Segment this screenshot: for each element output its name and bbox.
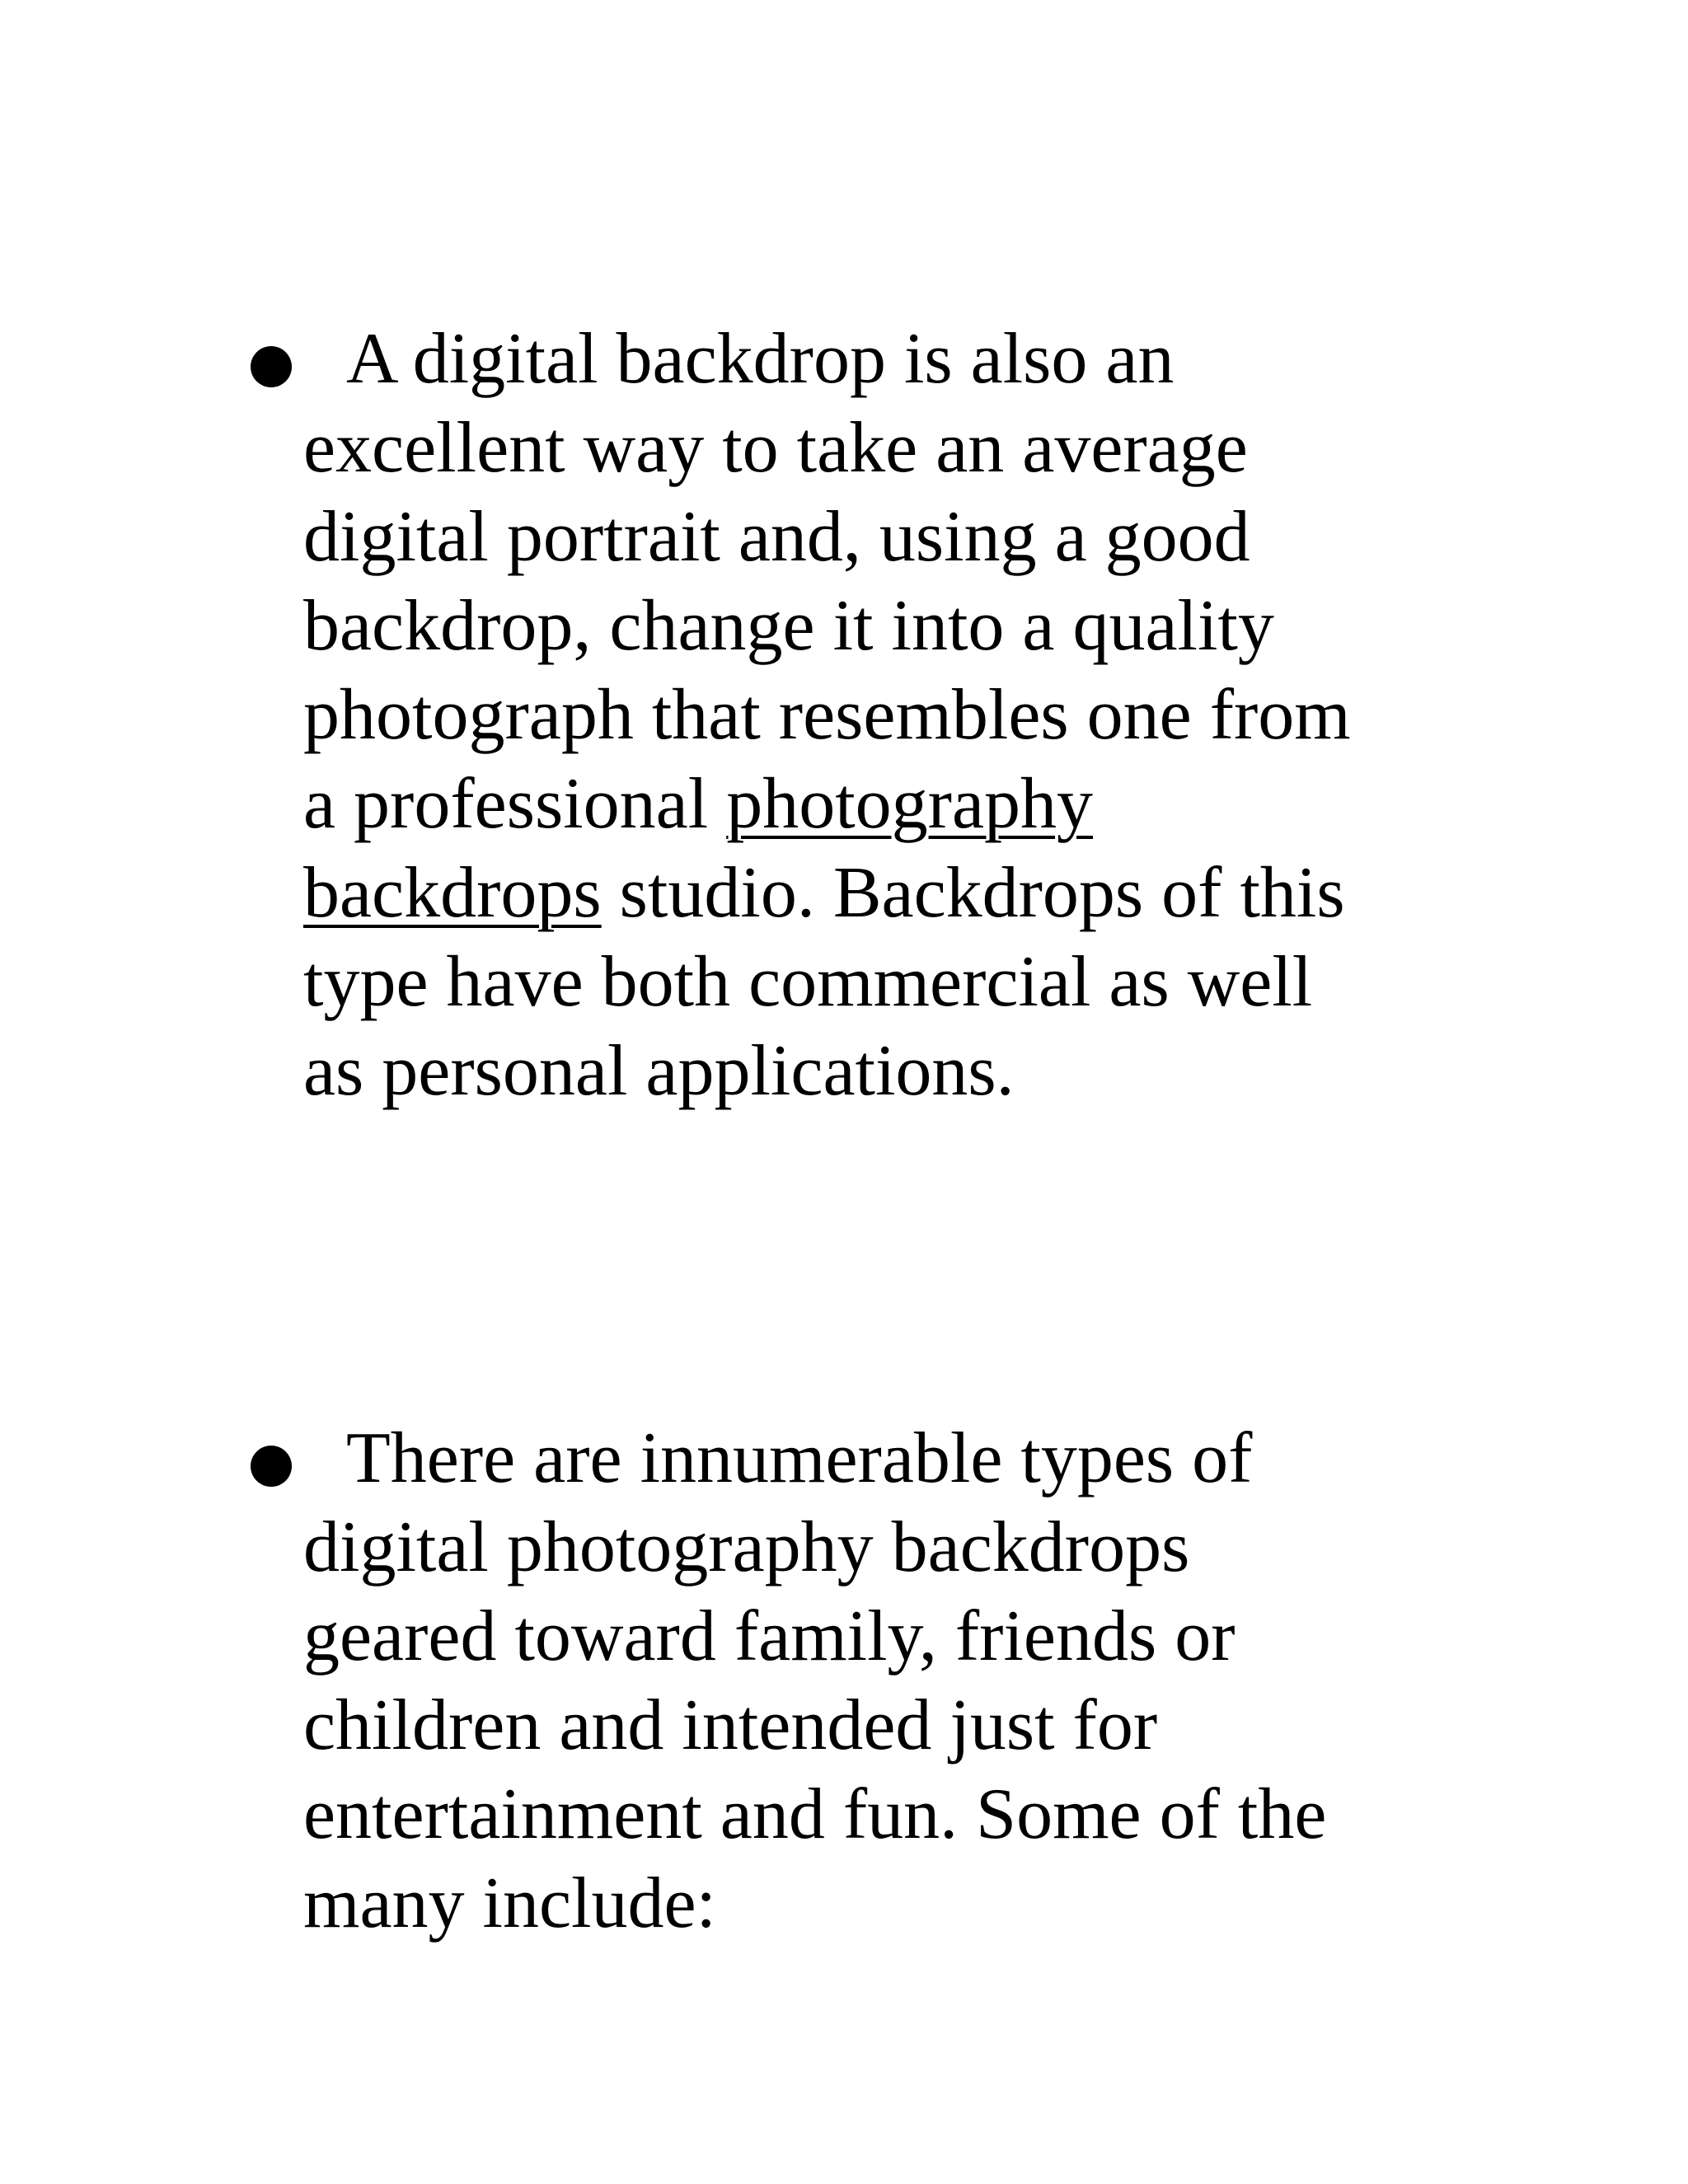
text-segment: studio. Backdrops of this [601,853,1345,933]
text-line: digital portrait and, using a good [303,497,1250,577]
text-segment: a professional [303,764,727,844]
text-line: photograph that resembles one from [303,675,1351,755]
text-line: as personal applications. [303,1031,1015,1111]
bullet-dot-icon [251,346,292,387]
text-line: backdrop, change it into a quality [303,586,1274,666]
photography-backdrops-link[interactable]: backdrops [303,853,602,933]
bullet-item-1 [303,315,1441,1116]
text-line [303,760,1441,849]
text-line: There are innumerable types of [346,1418,1253,1498]
text-line: many include: [303,1863,716,1943]
text-line: type have both commercial as well [303,942,1313,1022]
text-line: geared toward family, friends or [303,1596,1236,1676]
bullet-item-2 [303,1414,1441,1948]
bullet-dot-icon [251,1446,292,1487]
photography-backdrops-link[interactable]: photography [726,764,1093,844]
text-line: digital photography backdrops [303,1507,1190,1587]
text-line: A digital backdrop is also an [346,319,1175,399]
text-line: children and intended just for [303,1685,1158,1765]
text-line: entertainment and fun. Some of the [303,1774,1327,1854]
text-line [303,849,1441,938]
text-line: excellent way to take an average [303,408,1248,488]
